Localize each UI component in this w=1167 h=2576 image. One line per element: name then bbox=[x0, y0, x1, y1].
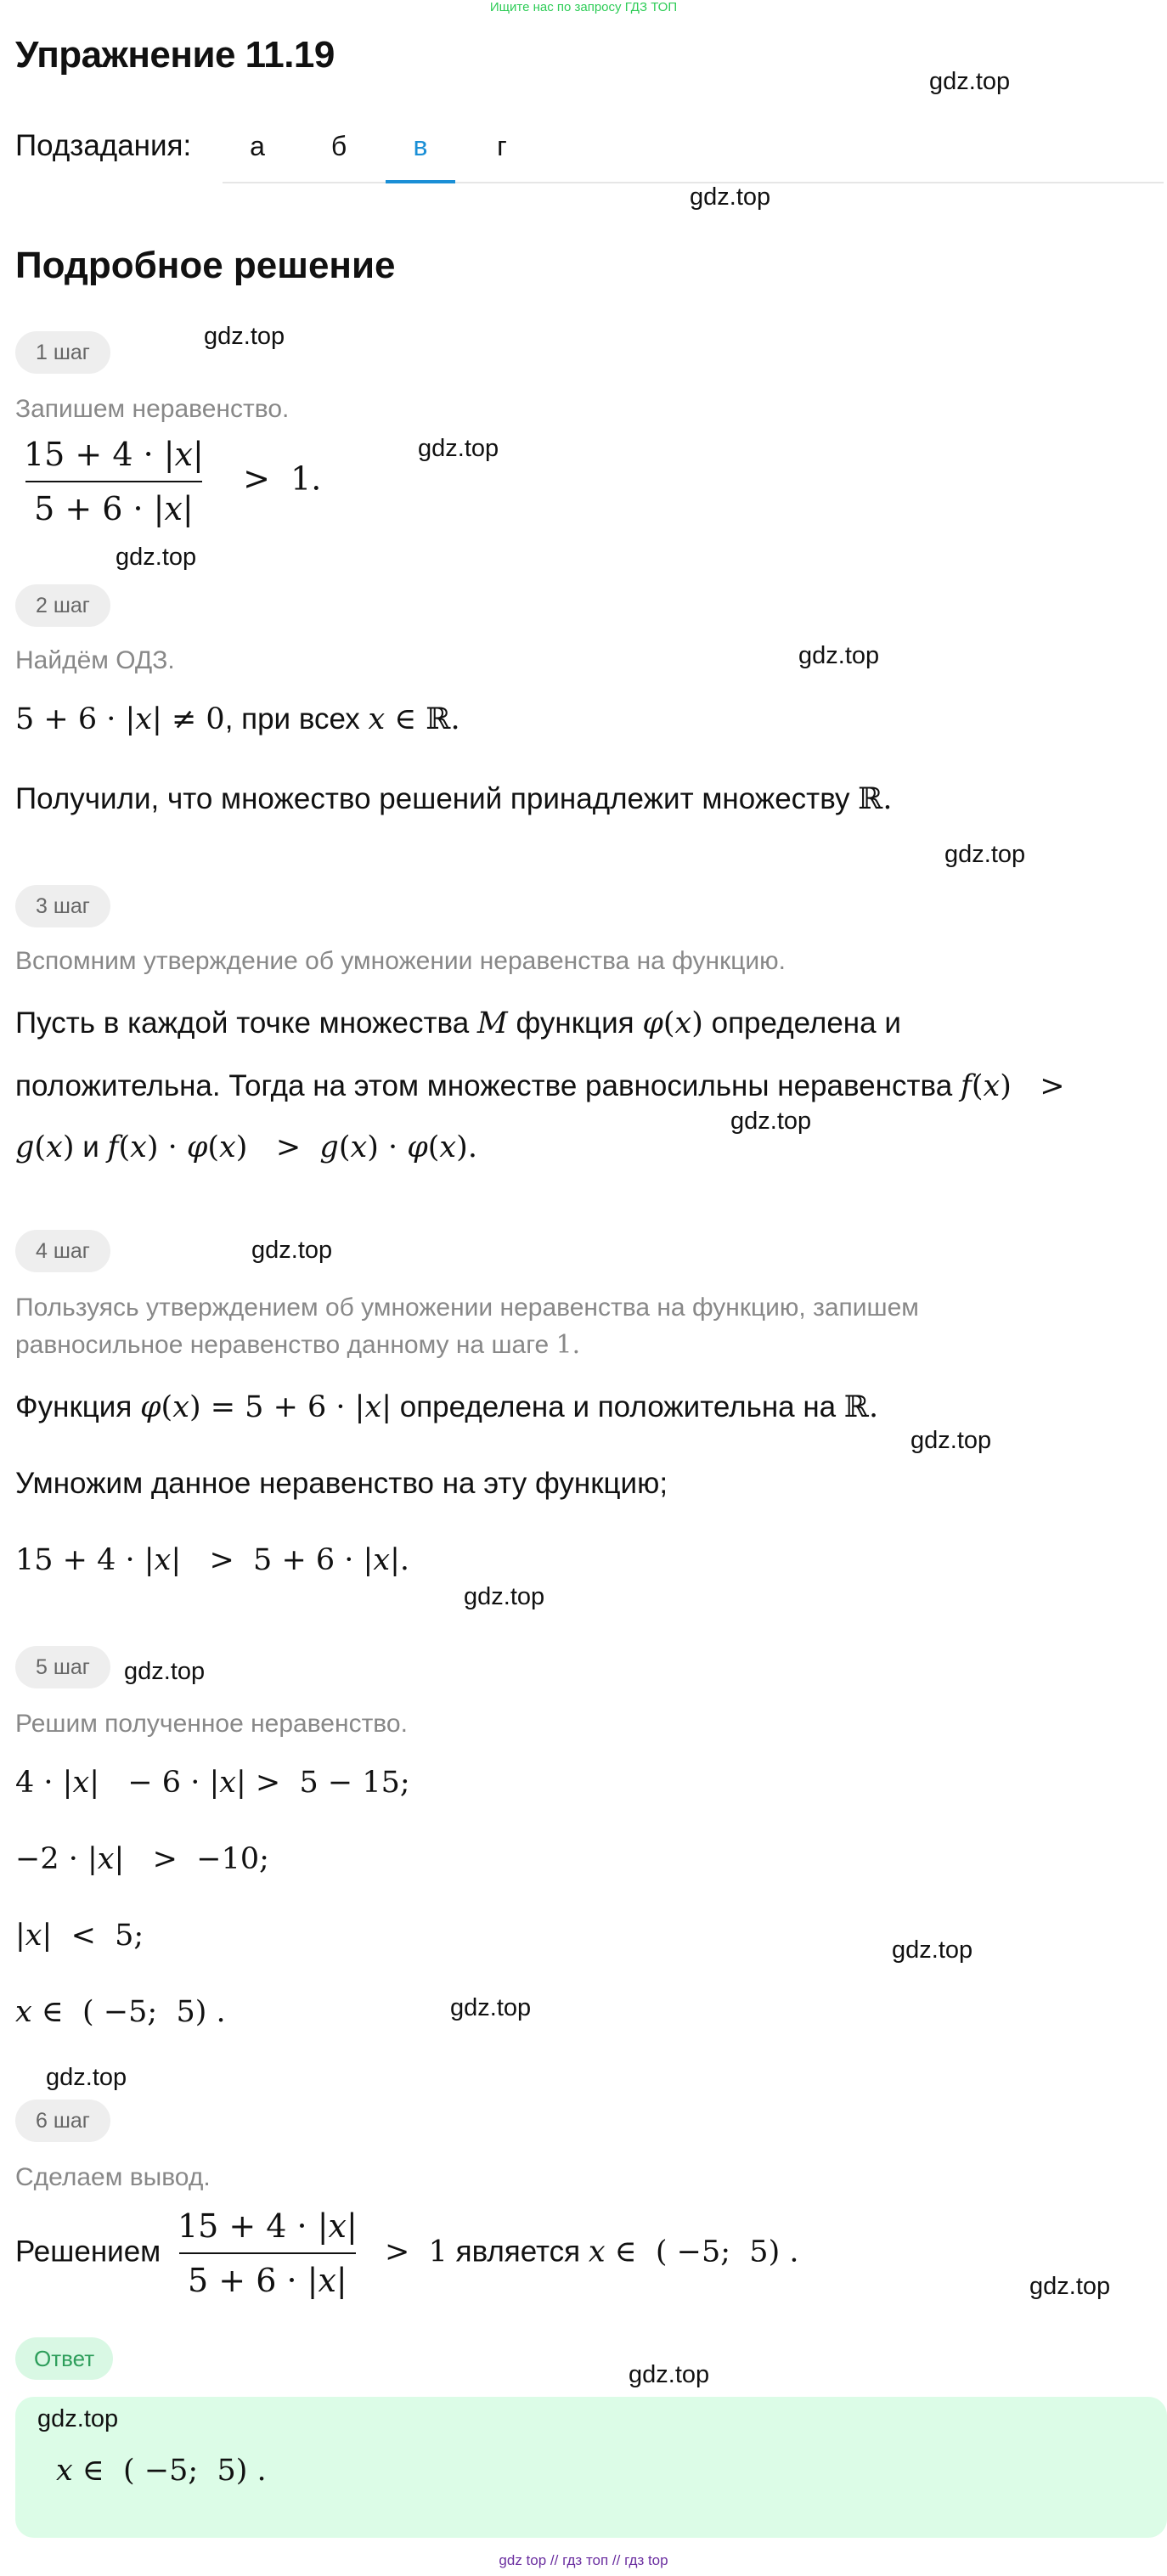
watermark: gdz.top bbox=[251, 1237, 333, 1264]
step-6-badge: 6 шаг bbox=[15, 2100, 110, 2142]
watermark: gdz.top bbox=[690, 183, 771, 211]
watermark: gdz.top bbox=[116, 544, 197, 571]
watermark: gdz.top bbox=[910, 1427, 992, 1454]
watermark: gdz.top bbox=[464, 1583, 545, 1610]
page-title: Упражнение 11.19 bbox=[15, 34, 335, 76]
tab-g[interactable]: г bbox=[497, 131, 507, 161]
watermark: gdz.top bbox=[798, 642, 880, 669]
step-5-line-2: −2 · |x| > −10; bbox=[15, 1842, 269, 1876]
tab-a[interactable]: а bbox=[250, 131, 265, 161]
step-1-badge: 1 шаг bbox=[15, 331, 110, 374]
watermark: gdz.top bbox=[944, 841, 1026, 868]
step-1-inequality: $\frac{15 + 4 \cdot |x|}{5 + 6 \cdot |x|}$ > 1. bbox=[15, 433, 321, 530]
watermark: gdz.top bbox=[204, 323, 285, 350]
section-title: Подробное решение bbox=[15, 245, 396, 286]
step-4-desc-2: равносильное неравенство данному на шаге 1. bbox=[15, 1330, 581, 1360]
top-banner: Ищите нас по запросу ГДЗ ТОП bbox=[489, 0, 678, 14]
watermark: gdz.top bbox=[418, 435, 499, 462]
step-4-multiply: Умножим данное неравенство на эту функцию; bbox=[15, 1467, 668, 1500]
step-4-badge: 4 шаг bbox=[15, 1230, 110, 1272]
step-5-badge: 5 шаг bbox=[15, 1646, 110, 1688]
footer-links[interactable]: gdz top // гдз топ // гдз top bbox=[499, 2552, 668, 2568]
step-6-conclusion: Решением $\frac{15 + 4 \cdot |x|}{5 + 6 \cdot |x|}$ > 1 является x ∈ ( −5; 5) . bbox=[15, 2205, 799, 2302]
watermark: gdz.top bbox=[37, 2405, 119, 2432]
step-3-badge: 3 шаг bbox=[15, 885, 110, 927]
step-3-line-2: положительна. Тогда на этом множестве равносильны неравенства f(x) > bbox=[15, 1069, 1065, 1103]
step-2-domain: 5 + 6 · |x| ≠ 0, при всех x ∈ ℝ. bbox=[15, 702, 460, 736]
subtask-tabs bbox=[223, 119, 1164, 183]
tab-v[interactable]: в bbox=[386, 131, 455, 183]
step-3-line-1: Пусть в каждой точке множества M функция φ(x) определена и bbox=[15, 1006, 901, 1040]
watermark: gdz.top bbox=[929, 68, 1011, 95]
step-6-desc: Сделаем вывод. bbox=[15, 2163, 211, 2191]
step-5-desc: Решим полученное неравенство. bbox=[15, 1710, 408, 1738]
answer-badge: Ответ bbox=[15, 2337, 113, 2380]
step-5-line-3: |x| < 5; bbox=[15, 1919, 144, 1953]
step-1-desc: Запишем неравенство. bbox=[15, 395, 290, 423]
step-5-line-4: x ∈ ( −5; 5) . bbox=[15, 1995, 226, 2029]
step-5-line-1: 4 · |x| − 6 · |x| > 5 − 15; bbox=[15, 1766, 410, 1800]
watermark: gdz.top bbox=[450, 1994, 532, 2021]
watermark: gdz.top bbox=[730, 1108, 812, 1135]
step-4-function: Функция φ(x) = 5 + 6 · |x| определена и положительна на ℝ. bbox=[15, 1390, 879, 1424]
tab-b[interactable]: б bbox=[330, 131, 347, 161]
step-2-badge: 2 шаг bbox=[15, 584, 110, 627]
step-2-desc: Найдём ОДЗ. bbox=[15, 646, 175, 674]
step-4-desc-1: Пользуясь утверждением об умножении неравенства на функцию, запишем bbox=[15, 1294, 919, 1322]
watermark: gdz.top bbox=[46, 2064, 127, 2091]
step-4-result: 15 + 4 · |x| > 5 + 6 · |x|. bbox=[15, 1543, 410, 1577]
answer-box bbox=[15, 2397, 1167, 2538]
answer-value: x ∈ ( −5; 5) . bbox=[56, 2454, 267, 2488]
watermark: gdz.top bbox=[892, 1936, 973, 1964]
watermark: gdz.top bbox=[629, 2361, 710, 2388]
step-3-desc: Вспомним утверждение об умножении неравенства на функцию. bbox=[15, 947, 786, 975]
watermark: gdz.top bbox=[124, 1658, 206, 1685]
step-2-conclusion: Получили, что множество решений принадлежит множеству ℝ. bbox=[15, 782, 893, 816]
step-3-line-3: g(x) и f(x) · φ(x) > g(x) · φ(x). bbox=[15, 1130, 477, 1164]
watermark: gdz.top bbox=[1029, 2273, 1111, 2300]
subtasks-label: Подзадания: bbox=[15, 129, 192, 162]
